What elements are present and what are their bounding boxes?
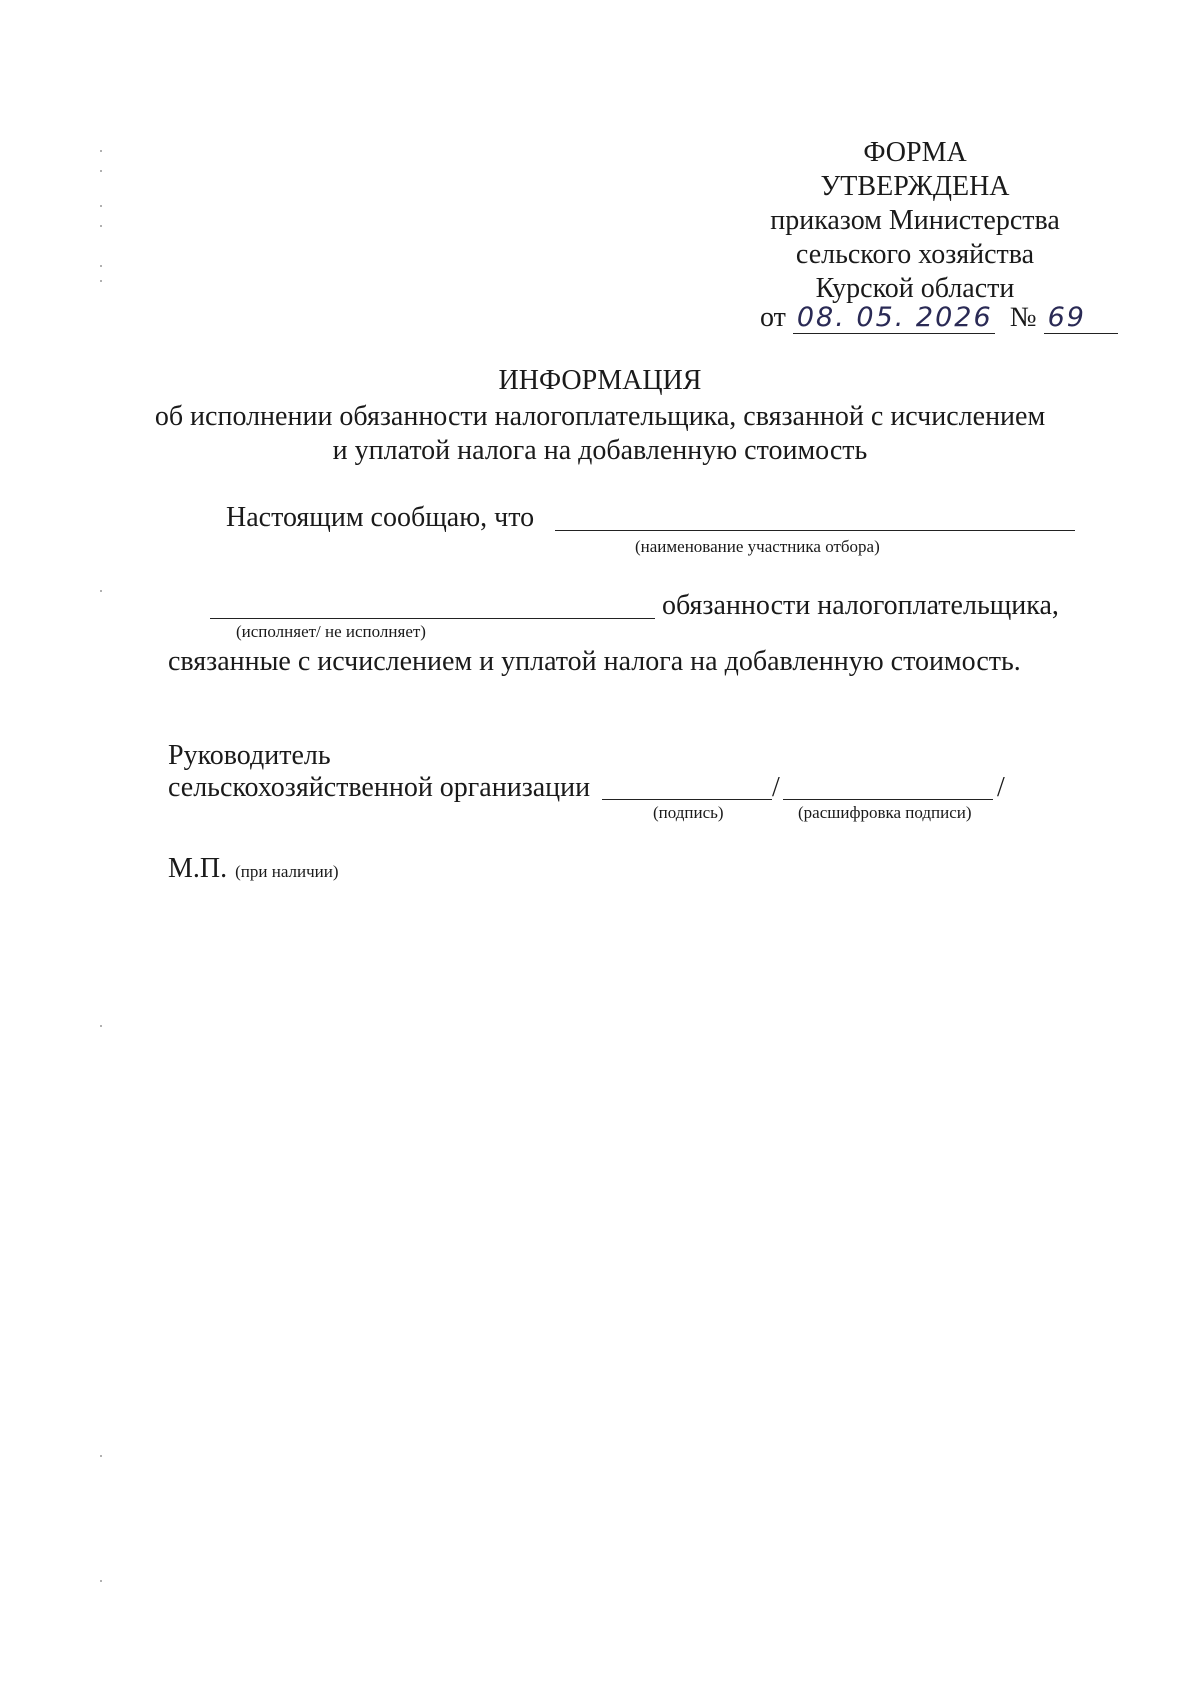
approval-ministry-text: сельского хозяйства bbox=[795, 239, 1035, 270]
order-date: 08. 05. 2026 bbox=[796, 302, 993, 333]
order-date-field bbox=[793, 303, 995, 334]
order-from-label: от bbox=[760, 302, 786, 333]
approval-approved-label: УТВЕРЖДЕНА bbox=[820, 171, 1010, 202]
head-role-line-2: сельскохозяйственной организации bbox=[168, 772, 591, 803]
fulfills-status-line bbox=[210, 618, 655, 619]
document-title: ИНФОРМАЦИЯ bbox=[498, 365, 702, 396]
document-subtitle bbox=[0, 400, 1200, 468]
signature-line bbox=[602, 799, 772, 800]
approval-order-text: приказом Министерства bbox=[770, 205, 1060, 236]
signature-decoding-hint: (расшифровка подписи) bbox=[798, 803, 972, 822]
intro-text: Настоящим сообщаю, что bbox=[226, 502, 535, 533]
signature-decoding-line bbox=[783, 799, 993, 800]
approval-region-text: Курской области bbox=[815, 273, 1015, 304]
stamp-place bbox=[168, 853, 339, 885]
subtitle-line-2: и уплатой налога на добавленную стоимость bbox=[332, 435, 868, 466]
participant-name-hint: (наименование участника отбора) bbox=[635, 537, 880, 556]
order-number: 69 bbox=[1047, 302, 1086, 333]
subtitle-line-1: об исполнении обязанности налогоплательщика, связанной с исчислением bbox=[154, 401, 1046, 432]
signature-hint: (подпись) bbox=[653, 803, 724, 822]
order-line bbox=[760, 302, 1118, 334]
head-role-line-1: Руководитель bbox=[168, 740, 331, 771]
fulfills-status-hint: (исполняет/ не исполняет) bbox=[236, 622, 426, 641]
order-number-label: № bbox=[1009, 302, 1037, 333]
stamp-note: (при наличии) bbox=[235, 862, 339, 881]
continuation-text: связанные с исчислением и уплатой налога на добавленную стоимость. bbox=[168, 646, 1021, 677]
approval-form-label: ФОРМА bbox=[863, 137, 967, 168]
participant-name-line bbox=[555, 530, 1075, 531]
signature-slash-2: / bbox=[997, 772, 1005, 803]
order-number-field bbox=[1044, 303, 1118, 334]
signature-slash-1: / bbox=[772, 772, 780, 803]
stamp-label: М.П. bbox=[168, 853, 228, 884]
approval-block bbox=[735, 136, 1095, 306]
obligations-text: обязанности налогоплательщика, bbox=[662, 590, 1059, 621]
